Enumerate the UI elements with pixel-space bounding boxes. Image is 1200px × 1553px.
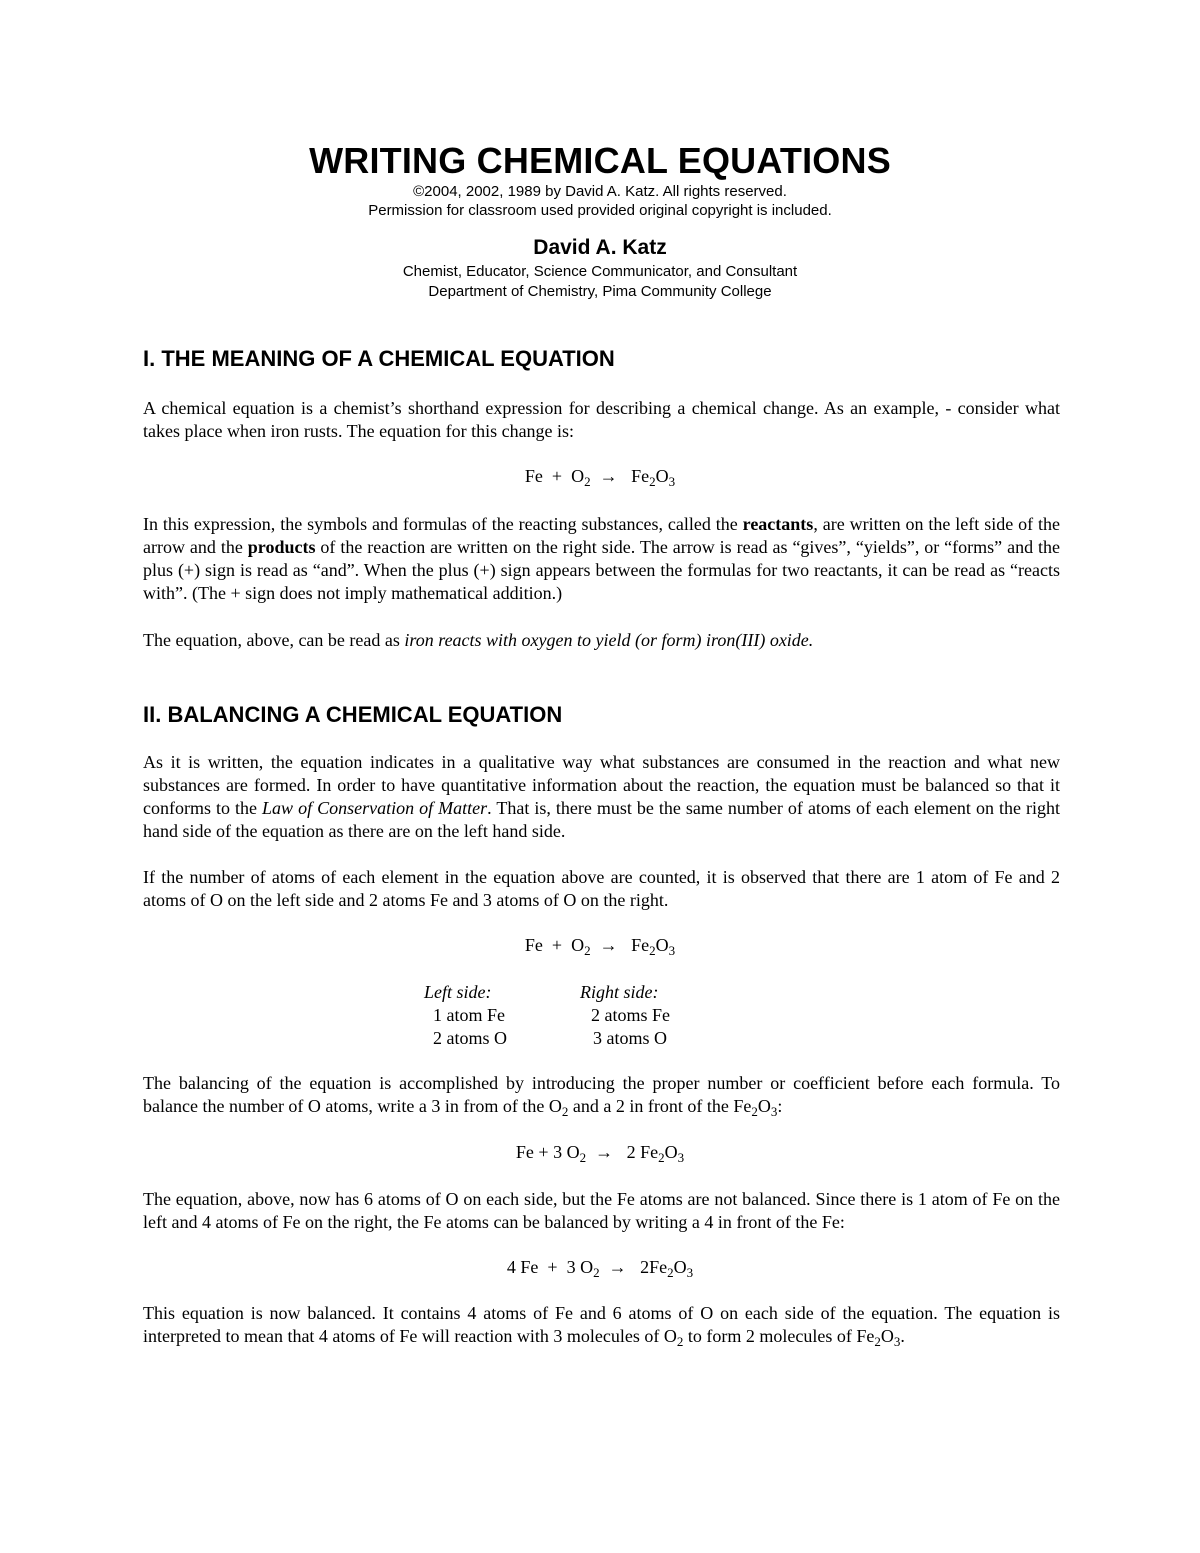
paragraph-text: O [757, 1096, 771, 1116]
formula-fe: Fe [524, 935, 543, 955]
coefficient: 3 [553, 1142, 563, 1162]
left-side-count [424, 981, 507, 1050]
subscript: 2 [579, 1150, 587, 1165]
coefficient: 2 [626, 1142, 636, 1162]
paragraph-text: . That is, there must be the same number of atoms of each element on the right hand side of the equation as there are on the left hand side. [143, 798, 1060, 841]
paragraph-text: This equation is now balanced. It contains 4 atoms of Fe and 6 atoms of O on each side of the equation. The equation is interpreted to mean that 4 atoms of Fe will reaction with 3 molecules of O [143, 1303, 1060, 1346]
section-1-paragraph-1 [143, 397, 1060, 443]
paragraph-text: As it is written, the equation indicates in a qualitative way what substances are consumed in the reaction and what new substances are formed. In order to have quantitative information about the reaction, the equation must be balanced so that it conforms to the [143, 752, 1060, 818]
paragraph-text: to form 2 molecules of Fe [683, 1326, 875, 1346]
yield-arrow: → [608, 1257, 627, 1277]
yield-arrow: → [599, 466, 618, 486]
formula-fe: Fe [515, 1142, 534, 1162]
equation-unbalanced [0, 466, 1200, 487]
left-side-o: 2 atoms O [433, 1028, 507, 1048]
subscript: 2 [751, 1104, 758, 1119]
section-2-paragraph-5 [143, 1302, 1060, 1348]
section-1-paragraph-2 [143, 513, 1060, 605]
formula-fe: Fe [649, 1257, 668, 1277]
formula-o: O [566, 1142, 580, 1162]
subscript: 3 [770, 1104, 778, 1119]
section-2-paragraph-3 [143, 1072, 1060, 1118]
subscript: 2 [593, 1265, 600, 1280]
formula-o: O [655, 466, 669, 486]
formula-o: O [571, 466, 585, 486]
document-title: WRITING CHEMICAL EQUATIONS [309, 140, 891, 181]
formula-o: O [664, 1142, 678, 1162]
coefficient: 2 [640, 1257, 650, 1277]
term-reactants: reactants [742, 514, 814, 534]
formula-fe: Fe [631, 935, 650, 955]
right-side-label: Right side: [580, 982, 659, 1002]
italic-reading: iron reacts with oxygen to yield (or form) iron(III) oxide. [404, 630, 814, 650]
coefficient: 4 [506, 1257, 516, 1277]
author-name: David A. Katz [533, 236, 667, 259]
coefficient: 3 [566, 1257, 576, 1277]
formula-o: O [580, 1257, 594, 1277]
subscript: 2 [676, 1334, 684, 1349]
subscript: 2 [561, 1104, 569, 1119]
equation-partial [0, 1142, 1200, 1163]
subscript: 2 [584, 474, 591, 489]
section-2-paragraph-4 [143, 1188, 1060, 1234]
term-products: products [247, 537, 316, 557]
plus-sign: + [551, 466, 563, 486]
formula-o: O [673, 1257, 687, 1277]
paragraph-text: and a 2 in front of the Fe [568, 1096, 752, 1116]
yield-arrow: → [595, 1142, 614, 1162]
subscript: 3 [668, 943, 676, 958]
section-2-paragraph-1 [143, 751, 1060, 843]
paragraph-text: O [880, 1326, 894, 1346]
paragraph-text: : [777, 1096, 783, 1116]
right-side-count [580, 981, 670, 1050]
author-role: Chemist, Educator, Science Communicator, and Consultant [402, 263, 798, 280]
paragraph-text: of the reaction are written on the right side. The arrow is read as “gives”, “yields”, or “forms” and the plus (+) sign is read as “and”. When the plus (+) sign appears between the formulas for two reactants, it can be read as “reacts with”. (The + sign does not imply mathematical addition.) [143, 537, 1060, 603]
equation-balanced [0, 1257, 1200, 1278]
plus-sign: + [547, 1257, 558, 1277]
subscript: 2 [649, 943, 656, 958]
subscript: 2 [658, 1150, 665, 1165]
equation-unbalanced-repeat [0, 935, 1200, 956]
paragraph-text: , are written on the left side of the arrow and the [143, 514, 1060, 557]
paragraph-text: The balancing of the equation is accomplished by introducing the proper number or coefficient before each formula. To balance the number of O atoms, write a 3 in from of the O [143, 1073, 1060, 1116]
permission-line: Permission for classroom used provided original copyright is included. [368, 202, 832, 219]
plus-sign: + [538, 1142, 549, 1162]
paragraph-text: . [900, 1326, 905, 1346]
paragraph-text: A chemical equation is a chemist’s shorthand expression for describing a chemical change. As an example, - consider what takes place when iron rusts. The equation for this change is: [143, 398, 1060, 441]
yield-arrow: → [599, 935, 618, 955]
plus-sign: + [551, 935, 563, 955]
formula-fe: Fe [640, 1142, 659, 1162]
left-side-fe: 1 atom Fe [433, 1005, 505, 1025]
formula-fe: Fe [631, 466, 650, 486]
formula-fe: Fe [520, 1257, 539, 1277]
section-2-paragraph-2 [143, 866, 1060, 912]
section-1-paragraph-3 [143, 629, 1060, 652]
subscript: 3 [668, 474, 676, 489]
subscript: 2 [649, 474, 656, 489]
left-side-label: Left side: [424, 982, 492, 1002]
subscript: 2 [667, 1265, 674, 1280]
formula-fe: Fe [524, 466, 543, 486]
copyright-line: ©2004, 2002, 1989 by David A. Katz. All rights reserved. [413, 183, 787, 200]
paragraph-text: The equation, above, can be read as [143, 630, 405, 650]
paragraph-text: The equation, above, now has 6 atoms of O on each side, but the Fe atoms are not balanced. Since there is 1 atom of Fe on the left and 4 atoms of Fe on the right, the Fe atoms can be balanced by writing a 4 in front of the Fe: [143, 1189, 1060, 1232]
section-1-heading: I. THE MEANING OF A CHEMICAL EQUATION [143, 346, 615, 371]
author-affiliation: Department of Chemistry, Pima Community College [428, 283, 772, 300]
subscript: 3 [686, 1265, 694, 1280]
formula-o: O [655, 935, 669, 955]
formula-o: O [571, 935, 585, 955]
subscript: 3 [677, 1150, 685, 1165]
subscript: 2 [584, 943, 591, 958]
paragraph-text: In this expression, the symbols and formulas of the reacting substances, called the [143, 514, 743, 534]
paragraph-text: If the number of atoms of each element in the equation above are counted, it is observed that there are 1 atom of Fe and 2 atoms of O on the left side and 2 atoms Fe and 3 atoms of O on the right. [143, 867, 1060, 910]
right-side-fe: 2 atoms Fe [591, 1005, 670, 1025]
subscript: 2 [874, 1334, 881, 1349]
section-2-heading: II. BALANCING A CHEMICAL EQUATION [143, 702, 563, 727]
right-side-o: 3 atoms O [593, 1028, 667, 1048]
subscript: 3 [893, 1334, 901, 1349]
law-name: Law of Conservation of Matter [262, 798, 488, 818]
